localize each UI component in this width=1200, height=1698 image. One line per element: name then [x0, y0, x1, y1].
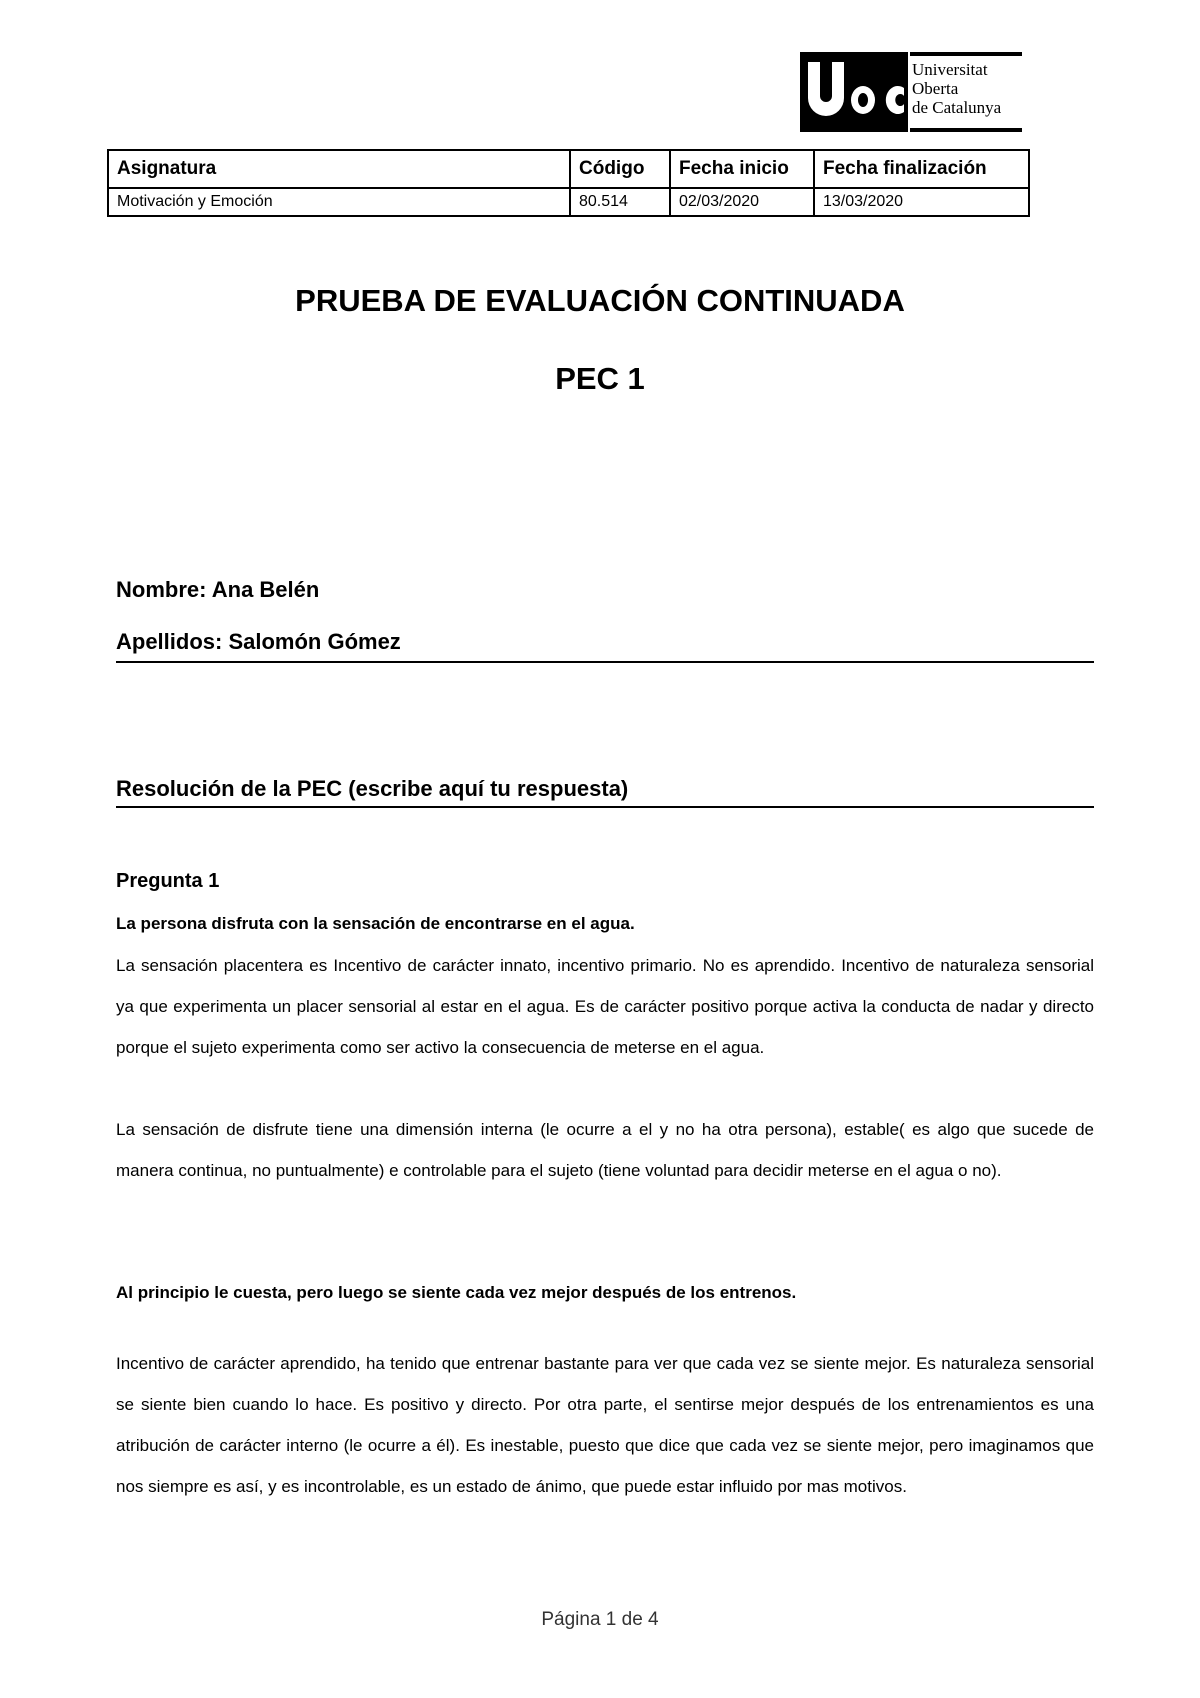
page-number: Página 1 de 4 [541, 1609, 659, 1630]
question-subheading: La persona disfruta con la sensación de encontrarse en el agua. [116, 914, 635, 933]
divider [116, 661, 1094, 663]
resolution-heading: Resolución de la PEC (escribe aquí tu respuesta) [116, 776, 629, 801]
logo-rule-bottom [910, 128, 1022, 132]
header-codigo: Código [570, 150, 670, 188]
table-header-row [108, 150, 1029, 188]
answer-paragraph: La sensación placentera es Incentivo de carácter innato, incentivo primario. No es aprendido. Incentivo de naturaleza sensorial ya que experimenta un placer sensorial al estar en el agua. Es de carácter positivo porque activa la conducta de nadar y directo porque el sujeto experimenta como ser activo la consecuencia de meterse en el agua. [116, 956, 1094, 1057]
cell-fecha-finalizacion: 13/03/2020 [814, 188, 1029, 216]
student-name: Nombre: Ana Belén [116, 577, 320, 602]
course-info-table [107, 149, 1030, 217]
cell-asignatura: Motivación y Emoción [108, 188, 570, 216]
university-name-line: de Catalunya [912, 98, 1002, 117]
cell-codigo: 80.514 [570, 188, 670, 216]
document-title: PRUEBA DE EVALUACIÓN CONTINUADA [295, 283, 905, 318]
table-row [108, 188, 1029, 216]
student-surnames: Apellidos: Salomón Gómez [116, 629, 401, 654]
university-name-line: Universitat [912, 60, 988, 79]
answer-paragraph: La sensación de disfrute tiene una dimensión interna (le ocurre a el y no ha otra persona), estable( es algo que sucede de manera continua, no puntualmente) e controlable para el sujeto (tiene voluntad para decidir meterse en el agua o no). [116, 1120, 1094, 1180]
header-fecha-finalizacion: Fecha finalización [814, 150, 1029, 188]
answer-paragraph: Incentivo de carácter aprendido, ha tenido que entrenar bastante para ver que cada vez se siente mejor. Es naturaleza sensorial se siente bien cuando lo hace. Es positivo y directo. Por otra parte, el sentirse mejor después de los entrenamientos es una atribución de carácter interno (le ocurre a él). Es inestable, puesto que dice que cada vez se siente mejor, pero imaginamos que nos siempre es así, y es incontrolable, es un estado de ánimo, que puede estar influido por mas motivos. [116, 1354, 1094, 1496]
divider [116, 806, 1094, 808]
university-name [912, 60, 1001, 117]
logo-rule-top [910, 52, 1022, 56]
university-name-line: Oberta [912, 79, 959, 98]
question-title: Pregunta 1 [116, 870, 220, 892]
document-subtitle: PEC 1 [555, 361, 645, 396]
uoc-logo-mark [800, 52, 908, 132]
cell-fecha-inicio: 02/03/2020 [670, 188, 814, 216]
question-subheading: Al principio le cuesta, pero luego se siente cada vez mejor después de los entrenos. [116, 1283, 797, 1302]
header-fecha-inicio: Fecha inicio [670, 150, 814, 188]
header-asignatura: Asignatura [108, 150, 570, 188]
uoc-logo [800, 52, 1022, 136]
